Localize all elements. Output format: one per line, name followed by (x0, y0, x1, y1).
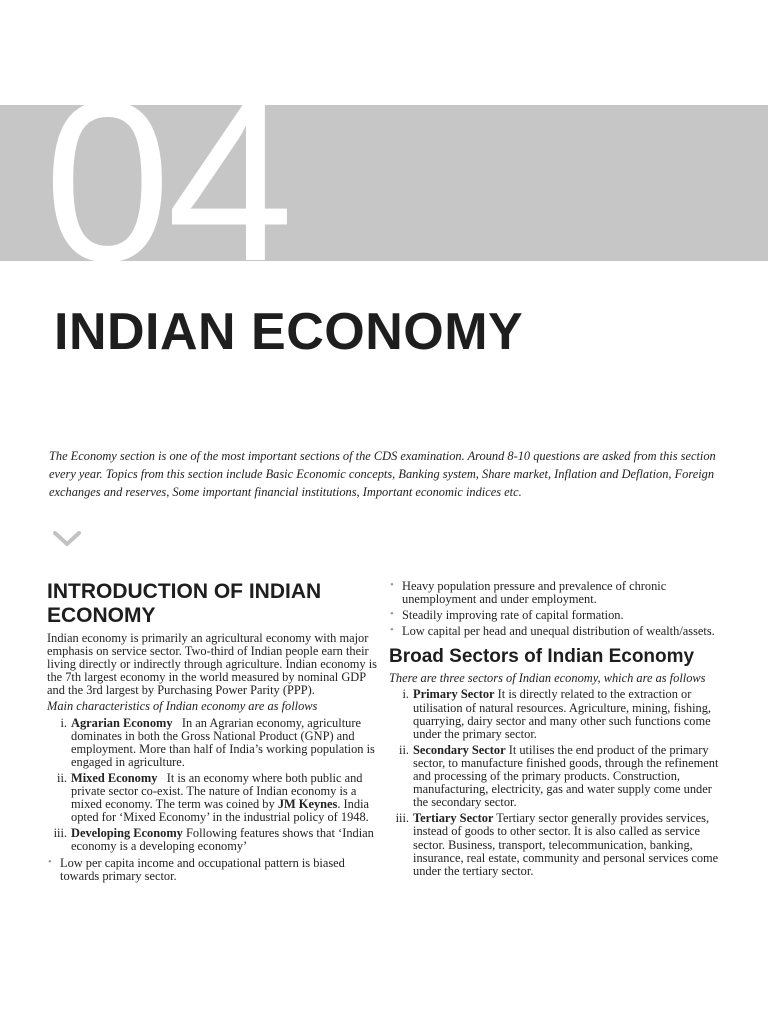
characteristics-lead: Main characteristics of Indian economy are as follows (47, 699, 318, 714)
bullet-icon: • (390, 608, 394, 621)
list-term: Developing Economy (71, 826, 183, 841)
introduction-paragraph: Indian economy is primarily an agricultural economy with major emphasis on service sector. Two-third of Indian people earn their living directly or indirectly through agriculture. Indian economy is the 7th largest economy in the world measured by nominal GDP and the 3rd largest by Purchasing Power Parity (PPP). (47, 631, 377, 698)
list-marker: iii. (53, 826, 67, 841)
bullet-item (389, 609, 729, 622)
list-bold-name: JM Keynes (277, 797, 338, 812)
list-item (389, 812, 729, 877)
bullet-icon: • (390, 579, 394, 591)
left-column (47, 580, 377, 886)
right-column (389, 580, 729, 881)
list-term: Agrarian Economy (71, 715, 173, 730)
list-marker: i. (402, 687, 409, 702)
bullet-text: Steadily improving rate of capital formation. (402, 608, 624, 623)
list-item (389, 744, 729, 809)
list-item (389, 688, 729, 740)
list-text: Following features shows that ‘Indian economy is a developing economy’ (71, 826, 374, 854)
list-item (47, 827, 377, 853)
chapter-number: 04 (44, 82, 290, 282)
bullet-item (47, 857, 377, 883)
bullet-text: Low per capita income and occupational pattern is biased towards primary sector. (60, 855, 345, 883)
list-marker: iii. (395, 811, 409, 826)
bullet-icon: • (390, 624, 394, 637)
list-term: Secondary Sector (413, 742, 506, 757)
list-term: Tertiary Sector (413, 811, 494, 826)
bullet-item (389, 580, 729, 606)
bullet-icon: • (48, 855, 52, 868)
chevron-down-icon (53, 531, 81, 547)
list-marker: i. (60, 715, 67, 730)
list-text: Tertiary sector generally provides services, instead of goods to other sector. It is also called as service sector. Business, transport, telecommunication, banking, insurance, real estate, community and personal services come under the tertiary sector. (413, 811, 719, 878)
list-item (47, 772, 377, 824)
bullet-text: Heavy population pressure and prevalence of chronic unemployment and under employment. (402, 579, 667, 607)
chapter-title: INDIAN ECONOMY (54, 303, 524, 361)
section-heading-broad-sectors: Broad Sectors of Indian Economy (389, 646, 695, 668)
list-term: Primary Sector (413, 687, 495, 702)
list-text: It utilises the end product of the primary sector, to manufacture finished goods, through the refinement and processing of the primary products. Construction, manufacturing, electricity, gas and water supply come under the secondary sector. (413, 742, 719, 810)
chapter-intro: The Economy section is one of the most important sections of the CDS examination. Around 8-10 questions are asked from this section every year. Topics from this section include Basic Economic concepts, Banking system, Share market, Inflation and Deflation, Foreign exchanges and reserves, Some important financial institutions, Important economic indices etc. (49, 449, 716, 500)
list-marker: ii. (57, 770, 67, 785)
bullet-text: Low capital per head and unequal distribution of wealth/assets. (402, 624, 715, 639)
list-marker: ii. (399, 742, 409, 757)
list-term: Mixed Economy (71, 770, 158, 785)
sectors-lead: There are three sectors of Indian economy, which are as follows (389, 671, 706, 686)
list-item (47, 717, 377, 769)
list-text: It is an economy where both public and private sector co-exist. The nature of Indian economy is a mixed economy. The term was coined by (71, 770, 363, 812)
section-heading-introduction: INTRODUCTION OF INDIAN ECONOMY (47, 580, 322, 627)
list-text: . India opted for ‘Mixed Economy’ in the industrial policy of 1948. (71, 797, 370, 825)
list-text: It is directly related to the extraction or utilisation of natural resources. Agriculture, mining, fishing, quarrying, dairy sector and many other such functions come under the primary sector. (413, 687, 712, 741)
list-text: In an Agrarian economy, agriculture dominates in both the Gross National Product (GNP) and employment. More than half of India’s working population is engaged in agriculture. (71, 715, 375, 769)
bullet-item (389, 625, 729, 638)
